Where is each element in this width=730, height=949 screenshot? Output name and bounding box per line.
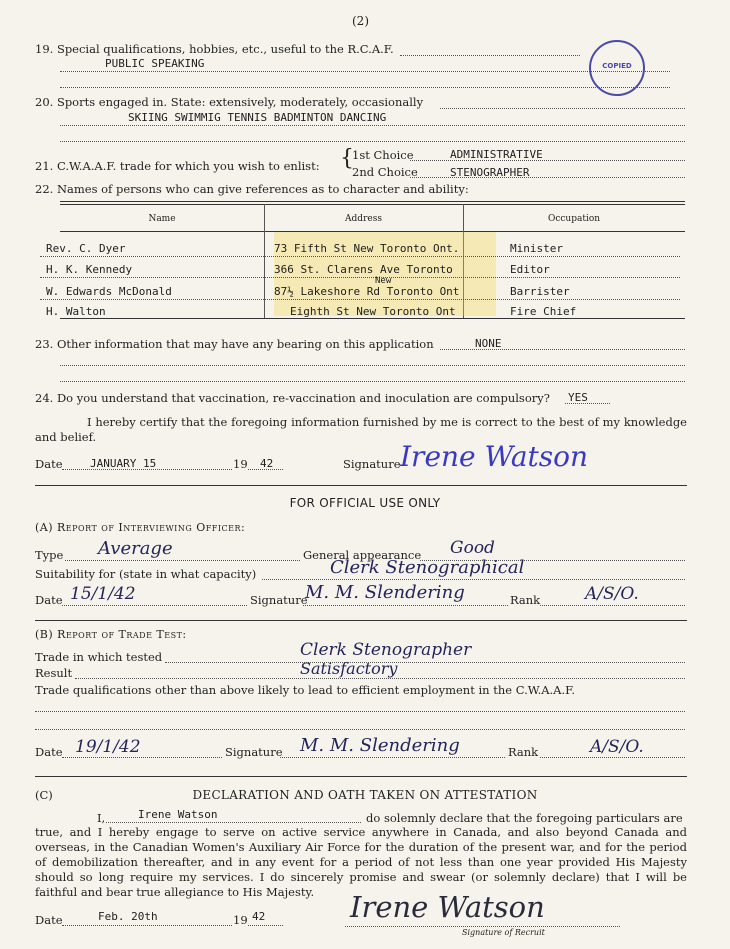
q23-label: 23. Other information that may have any bearing on this application <box>35 337 434 351</box>
stamp-text: COPIED <box>602 62 632 70</box>
table-header-occupation: Occupation <box>547 214 601 224</box>
a-signature-value: M. M. Slendering <box>305 582 465 603</box>
suitability-label: Suitability for (state in what capacity) <box>35 567 257 581</box>
a-date-label: Date <box>35 593 63 607</box>
section-a-heading: (A) Report of Interviewing Officer: <box>35 521 246 534</box>
result-value: Satisfactory <box>300 659 398 678</box>
a-rank-value: A/S/O. <box>585 584 639 604</box>
appearance-value: Good <box>450 538 495 558</box>
q20-value: SKIING SWIMMIG TENNIS BADMINTON DANCING <box>128 111 387 124</box>
q23-value: NONE <box>475 337 502 350</box>
b-rank-value: A/S/O. <box>590 737 644 757</box>
q19-label: 19. Special qualifications, hobbies, etc., useful to the R.C.A.F. <box>35 42 394 56</box>
applicant-signature: Irene Watson <box>400 440 589 473</box>
ref-name: H. K. Kennedy <box>46 263 133 276</box>
insert-word: New <box>375 276 392 286</box>
b-signature-value: M. M. Slendering <box>300 735 460 756</box>
b-rank-label: Rank <box>508 745 539 759</box>
table-header-address: Address <box>345 214 382 224</box>
signature-caption: Signature of Recruit <box>462 928 545 937</box>
ref-occupation: Editor <box>510 263 550 276</box>
recruit-signature: Irene Watson <box>350 890 545 924</box>
ref-occupation: Fire Chief <box>510 305 577 318</box>
q24-value: YES <box>568 391 588 404</box>
a-signature-label: Signature <box>250 593 308 607</box>
a-date-value: 15/1/42 <box>70 584 136 604</box>
certify-year-label: 19 <box>233 457 248 471</box>
suitability-value: Clerk Stenographical <box>330 557 525 578</box>
trade-value: Clerk Stenographer <box>300 640 472 660</box>
trade-label: Trade in which tested <box>35 650 163 664</box>
type-value: Average <box>98 538 173 559</box>
q19-value: PUBLIC SPEAKING <box>105 57 205 70</box>
b-date-label: Date <box>35 745 63 759</box>
declaration-text2: true, and I hereby engage to serve on active service anywhere in Canada, and also beyond Canada and overseas, in the Canadian Women's Auxiliary Air Force for the duration of the present war, and for the period of demobilization thereafter, and in any event for a period of not less than one year provided His Majesty should so long require my services. I do sincerely promise and swear (or solemnly declare) that I will be faithful and bear true allegiance to His Majesty. <box>35 825 687 899</box>
b-date-value: 19/1/42 <box>75 737 141 757</box>
q21-second-label: 2nd Choice <box>352 165 418 179</box>
type-label: Type <box>35 548 64 562</box>
certify-text: I hereby certify that the foregoing information furnished by me is correct to the best of my knowledge and belief. <box>35 415 687 444</box>
declaration-date-label: Date <box>35 913 63 927</box>
ref-occupation: Barrister <box>510 285 570 298</box>
declaration-date-value: Feb. 20th <box>98 910 158 923</box>
declaration-year-label: 19 <box>233 913 248 927</box>
ref-occupation: Minister <box>510 242 563 255</box>
other-label: Trade qualifications other than above likely to lead to efficient employment in the C.W.A.A.F. <box>35 683 575 697</box>
certify-year-value: 42 <box>260 457 274 470</box>
ref-address: 87½ Lakeshore Rd Toronto Ont <box>274 285 460 298</box>
ref-name: H. Walton <box>46 305 106 318</box>
ref-address: 366 St. Clarens Ave Toronto <box>274 263 453 276</box>
section-c-label: (C) <box>35 788 53 802</box>
ref-address: Eighth St New Toronto Ont <box>290 305 456 318</box>
ref-name: W. Edwards McDonald <box>46 285 172 298</box>
certify-signature-label: Signature <box>343 457 401 471</box>
certify-date-value: JANUARY 15 <box>90 457 157 470</box>
section-b-heading: (B) Report of Trade Test: <box>35 628 187 641</box>
official-heading: FOR OFFICIAL USE ONLY <box>289 496 441 510</box>
q21-first-value: ADMINISTRATIVE <box>450 148 543 161</box>
brace: { <box>340 146 354 171</box>
declaration-year-value: 42 <box>252 910 266 923</box>
q22-label: 22. Names of persons who can give references as to character and ability: <box>35 182 469 196</box>
certify-date-label: Date <box>35 457 63 471</box>
page-number: (2) <box>352 14 369 28</box>
declaration-name: Irene Watson <box>138 808 218 821</box>
q24-label: 24. Do you understand that vaccination, re-vaccination and inoculation are compulsory? <box>35 391 550 405</box>
declaration-text1: do solemnly declare that the foregoing particulars are <box>366 811 683 825</box>
q21-label: 21. C.W.A.A.F. trade for which you wish to enlist: <box>35 159 320 173</box>
ref-address: 73 Fifth St New Toronto Ont. <box>274 242 460 255</box>
result-label: Result <box>35 666 73 680</box>
q20-label: 20. Sports engaged in. State: extensively, moderately, occasionally <box>35 95 424 109</box>
ref-name: Rev. C. Dyer <box>46 242 126 255</box>
a-rank-label: Rank <box>510 593 541 607</box>
q21-first-label: 1st Choice <box>352 148 414 162</box>
b-signature-label: Signature <box>225 745 283 759</box>
table-header-name: Name <box>148 214 176 224</box>
q21-second-value: STENOGRAPHER <box>450 166 530 179</box>
declaration-prefix: I, <box>97 811 106 825</box>
appearance-label: General appearance <box>303 548 422 562</box>
declaration-heading: DECLARATION AND OATH TAKEN ON ATTESTATION <box>192 788 538 802</box>
